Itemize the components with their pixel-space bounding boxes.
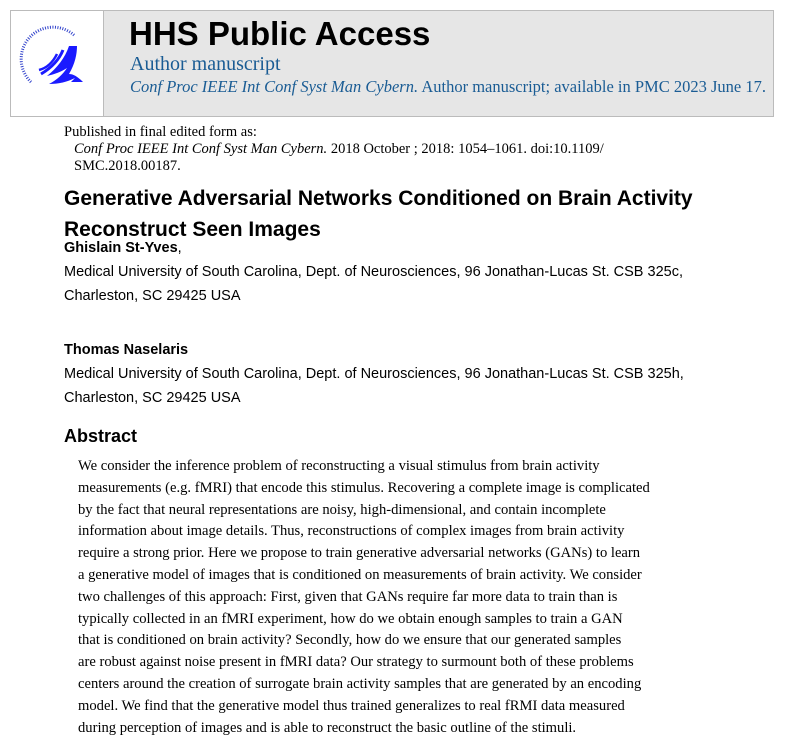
banner-title: HHS Public Access — [129, 15, 431, 52]
published-label: Published in final edited form as: — [64, 124, 257, 140]
abstract-line: during perception of images and is able to reconstruct the basic outline of the stimuli. — [78, 719, 577, 736]
banner-citation — [130, 77, 775, 96]
banner-journal[interactable]: Conf Proc IEEE Int Conf Syst Man Cybern. — [130, 77, 419, 96]
abstract-line: are robust against noise present in fMRI data? Our strategy to surmount both of these problems — [78, 654, 634, 671]
abstract-line: two challenges of this approach: First, given that GANs require far more data to train than is — [78, 588, 618, 605]
author-affiliation-2: Charleston, SC 29425 USA — [64, 288, 241, 304]
author-affiliation: Medical University of South Carolina, Dept. of Neurosciences, 96 Jonathan-Lucas St. CSB 325c, — [64, 264, 683, 280]
banner-subtitle: Author manuscript — [130, 53, 281, 75]
abstract-heading: Abstract — [64, 426, 138, 446]
abstract-line: information about image details. Thus, reconstructions of complex images from brain activity — [78, 523, 625, 540]
published-journal: Conf Proc IEEE Int Conf Syst Man Cybern. — [74, 141, 328, 157]
hhs-banner — [10, 10, 774, 117]
article-title: Generative Adversarial Networks Conditioned on Brain Activity Reconstruct Seen Images — [64, 187, 693, 241]
abstract-line: We consider the inference problem of reconstructing a visual stimulus from brain activity — [78, 458, 600, 474]
abstract-line: typically collected in an fMRI experiment, how do we obtain enough samples to train a GAN — [78, 610, 623, 627]
author-affiliation: Medical University of South Carolina, Dept. of Neurosciences, 96 Jonathan-Lucas St. CSB 325h, — [64, 366, 684, 382]
abstract-body — [78, 456, 650, 739]
abstract-line: a generative model of images that is conditioned on measurements of brain activity. We consider — [78, 566, 642, 583]
author-name[interactable]: Ghislain St-Yves — [64, 240, 178, 256]
published-citation — [64, 124, 604, 175]
author-block — [64, 338, 684, 410]
author-block — [64, 236, 683, 308]
abstract-line: that is conditioned on brain activity? Secondly, how do we ensure that our generated samples — [78, 632, 622, 649]
hhs-eagle-icon — [17, 24, 97, 104]
author-name[interactable]: Thomas Naselaris — [64, 342, 189, 358]
abstract-line: require a strong prior. Here we propose to train generative adversarial networks (GANs) to learn — [78, 545, 641, 562]
author-suffix: , — [177, 240, 182, 256]
published-details: 2018 October ; 2018: 1054–1061. doi:10.1109/ — [327, 141, 604, 157]
banner-availability: Author manuscript; available in PMC 2023 June 17. — [418, 77, 766, 96]
hhs-logo — [11, 11, 104, 116]
author-affiliation-2: Charleston, SC 29425 USA — [64, 390, 241, 406]
abstract-line: centers around the creation of surrogate brain activity samples that are generated by an encoding — [78, 675, 642, 692]
abstract-line: measurements (e.g. fMRI) that encode this stimulus. Recovering a complete image is complicated — [78, 479, 650, 496]
abstract-line: by the fact that neural representations are noisy, high-dimensional, and contain incomplete — [78, 501, 606, 518]
published-doi[interactable]: SMC.2018.00187. — [74, 158, 181, 174]
abstract-line: model. We find that the generative model thus trained generalizes to real fRMI data measured — [78, 697, 625, 714]
